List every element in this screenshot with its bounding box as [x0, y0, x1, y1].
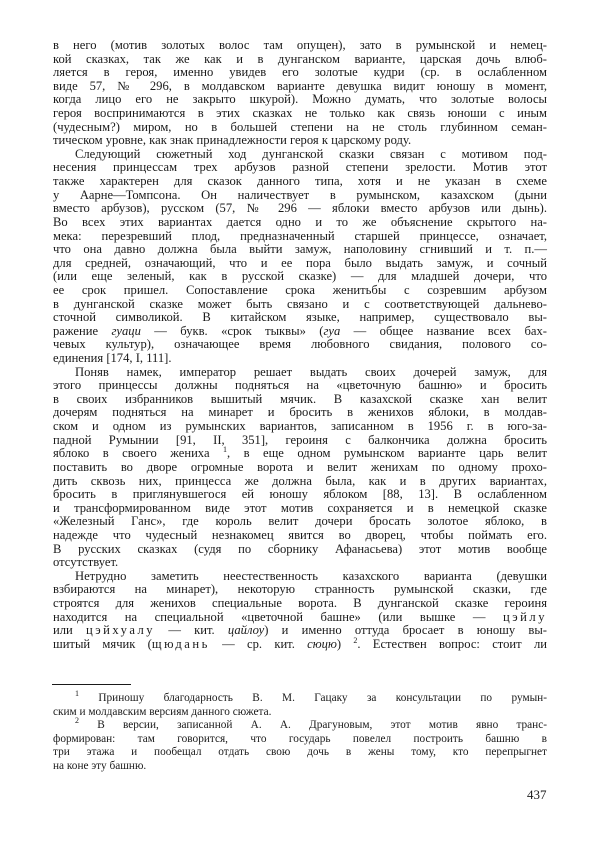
text-line: дочерям подняться на минарет и бросить в женихов яблоки, в молдав- — [53, 405, 547, 420]
text-run: яблоко в своего жениха — [53, 446, 223, 461]
text-line: для средней, означающий, что и ее пора было выдать замуж, и сочный — [53, 255, 547, 270]
text-line-with-italics — [53, 325, 547, 339]
text-line: ее срок пришел. Сопоставление срока женитьбы с созревшим арбузом — [53, 282, 547, 297]
footnote-marker: 2 — [75, 716, 79, 726]
footnotes — [53, 689, 548, 774]
paragraph-2 — [53, 148, 547, 366]
text-line: Поняв намек, император решает выдать своих дочерей замуж, для — [75, 364, 547, 379]
text-line: у Аарне—Томпсона. Он наличествует в румынском, казахском (дыни — [53, 187, 547, 202]
footnote-marker: 1 — [75, 689, 79, 698]
text-run: ) и именно оттуда бросает в юношу вы- — [264, 623, 547, 638]
text-line: ляется в героя, именно увидев его золотые кудри (ср. в ослабленном — [53, 65, 547, 80]
text-line: дить сквозь них, принцесса же должна была, как и в других вариантах, — [53, 473, 547, 488]
text-run: шитый мячик ( — [53, 636, 152, 651]
text-line — [53, 716, 548, 733]
text-run: ) — [336, 636, 354, 651]
italic-term: цайлоу — [227, 623, 265, 638]
text-run: находится на специальной «цветочной башне» (или вышке — — [53, 609, 504, 624]
text-line-with-spaced-term — [53, 635, 547, 652]
text-run: , в еще одном румынском варианте царь велит — [227, 446, 548, 461]
text-line: надежде что чудесный незнакомец явится во дворец, чтобы поймать его. — [53, 527, 547, 542]
text-line: героя воспринимаются в этих сказках не только как связь юноши с иным — [53, 106, 547, 121]
text-line: взбираются на минарет), некоторую странность румынской сказки, где — [53, 582, 547, 597]
paragraph-1 — [53, 39, 547, 148]
text-line: отсутствует. — [53, 555, 119, 570]
text-line: в своих избранников вышитый мячик. В казахской сказке хан велит — [53, 391, 547, 406]
text-line: В русских сказках (судя по сборнику Афанасьева) этот мотив вообще — [53, 541, 547, 556]
paragraph-4 — [53, 570, 547, 652]
text-line: падной Румынии [91, II, 351], героиня с балкончика должна бросить — [53, 432, 547, 447]
text-line — [53, 689, 547, 706]
spaced-term: щюдань — [151, 636, 210, 651]
text-line: несения принцессам трех арбузов разной степени зрелости. Мотив этот — [53, 160, 547, 175]
text-line: ским и молдавским версиям данного сюжета. — [53, 705, 272, 718]
text-line: этого принцессы должны подняться на «цветочную башню» и бросить — [53, 378, 547, 393]
text-line: Следующий сюжетный ход дунганской сказки связан с мотивом под- — [75, 146, 547, 161]
text-line: Нетрудно заметить неестественность казахского варианта (девушки — [75, 568, 547, 583]
text-line: в него (мотив золотых волос там опущен), зато в румынской и немец- — [53, 38, 547, 52]
text-line: в дунганской сказке может быть связано и с соответствующей дальнево- — [53, 296, 547, 311]
text-line: сточной символикой. В китайском языке, например, существовало вы- — [53, 310, 547, 325]
text-run: — кит. — [155, 623, 228, 638]
footnote-1 — [53, 689, 547, 719]
text-run: Приношу благодарность В. М. Гацаку за консультации по румын- — [98, 692, 547, 704]
text-line-with-spaced-term — [53, 611, 547, 625]
italic-term: сюцю — [307, 636, 337, 651]
text-line: ском и одном из румынских вариантов, записанном в 1956 г. в юго-за- — [53, 419, 547, 434]
spaced-term: цэйлу — [503, 609, 547, 624]
text-line: кой сказках, так же как и в дунганском варианте, царская дочь влюб- — [53, 51, 547, 66]
footnote-separator — [52, 684, 131, 685]
text-run: — общее название всех бах- — [340, 323, 547, 338]
text-line: тическом уровне, как знак принадлежности героя к царскому роду. — [53, 133, 412, 148]
text-line: виде 57, № 296, в молдавском варианте девушка видит юношу в момент, — [53, 78, 547, 93]
text-line: единения [174, I, 111]. — [53, 351, 172, 366]
text-line: мека: перезревший плод, предназначенный старшей принцессе, означает, — [53, 228, 547, 243]
text-line: что она давно должна была выйти замуж, наполовину сгнивший и т. п.— — [53, 242, 547, 257]
text-line: вместо арбузов), русском (57, № 296 — яблоки вместо арбузов или дынь). — [53, 201, 547, 216]
italic-term: гуа — [323, 323, 341, 338]
text-run: . Естествен вопрос: стоит ли — [357, 636, 547, 651]
text-run: — букв. «срок тыквы» ( — [140, 323, 324, 338]
text-run: — ср. кит. — [209, 636, 308, 651]
text-line: Во всех этих вариантах дается одно и то же объяснение скрытого на- — [53, 214, 547, 229]
text-line: строятся для женихов специальные ворота. В дунганской сказке героиня — [53, 595, 547, 610]
text-line: (чудесным?) миром, но в большей степени на не столь глубинном семан- — [53, 119, 547, 134]
text-line: формирован: там говорится, что государь повелел построить башню в — [53, 732, 547, 745]
text-line: и трансформированном виде этот мотив сохраняется и в немецкой сказке — [53, 500, 547, 515]
text-run: ражение — [53, 323, 112, 338]
italic-term: гуаци — [111, 323, 141, 338]
text-line: когда лицо его не закрыто шкурой). Можно думать, что золотые волосы — [53, 92, 547, 107]
text-line: также характерен для сказок данного типа, хотя и не указан в схеме — [53, 174, 547, 189]
text-run: или — [53, 623, 86, 638]
body-text — [53, 39, 547, 651]
text-line: на коне эту башню. — [53, 760, 147, 773]
spaced-term: цэйхуалу — [85, 623, 156, 638]
footnote-ref-1[interactable]: 1 — [223, 445, 227, 455]
text-line: «Железный Ганс», где король велит дочери бросать золотое яблоко, в — [53, 514, 547, 529]
text-run: В версии, записанной А. А. Драгуновым, этот мотив явно транс- — [97, 719, 548, 732]
footnote-ref-2[interactable]: 2 — [353, 635, 358, 645]
text-line: поставить во дворе огромные ворота и велит женихам по одному прохо- — [53, 459, 547, 474]
text-line: (или еще зеленый, как в русской сказке) — для младшей дочери, что — [53, 269, 547, 284]
text-line: три этажа и пообещал отдать свою дочь в жены тому, кто перепрыгнет — [53, 746, 547, 759]
page-number: 437 — [527, 787, 547, 802]
footnote-2 — [53, 716, 548, 773]
text-line: бросить в приглянувшегося ей юношу яблоком [88, 13]. В ослабленном — [53, 487, 547, 502]
paragraph-3 — [53, 366, 547, 570]
text-line: чевых культур), означающее время любовного свидания, полового со- — [53, 337, 547, 352]
text-line-with-footnote-ref — [53, 447, 547, 461]
text-line-with-spaced-term — [53, 624, 547, 638]
